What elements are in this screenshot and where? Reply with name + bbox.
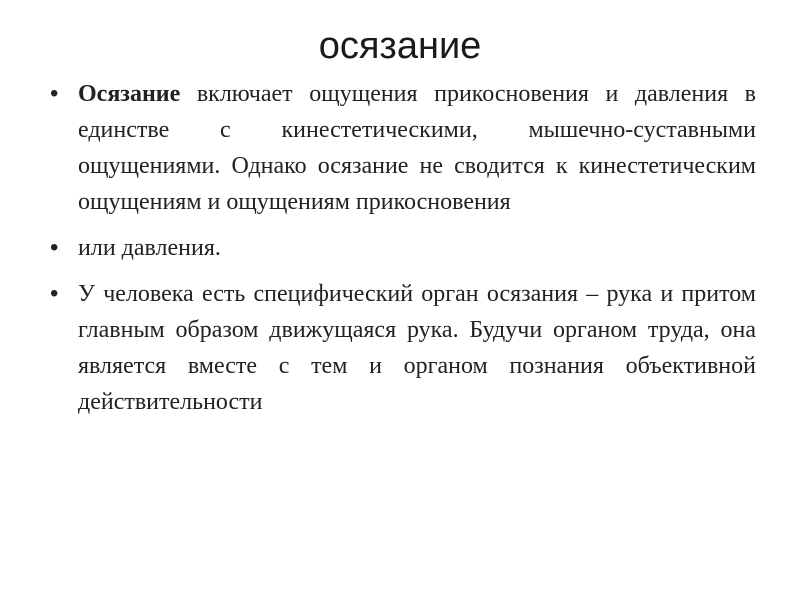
bullet-icon: •	[50, 80, 59, 107]
slide-title: осязание	[318, 25, 482, 67]
term-osyazanie: Осязание	[78, 81, 181, 107]
bullet-text: У человека есть специфический орган осязания – рука и притом главным образом движущаяся рука. Будучи органом труда, она является вместе с тем и органом познания объективной действительности	[78, 281, 756, 415]
bullet-text: или давления.	[78, 235, 221, 261]
bullet-icon: •	[50, 234, 59, 261]
bullet-item	[48, 230, 756, 266]
bullet-text: включает ощущения прикосновения и давления в единстве с кинестетическими, мышечно-суставными ощущениями. Однако осязание не сводится к кинестетическим ощущениям и ощущениям прикосновения	[78, 81, 756, 215]
bullet-item	[48, 76, 756, 220]
bullet-icon: •	[50, 280, 59, 307]
bullet-item	[48, 276, 756, 420]
bullet-list	[48, 76, 756, 430]
